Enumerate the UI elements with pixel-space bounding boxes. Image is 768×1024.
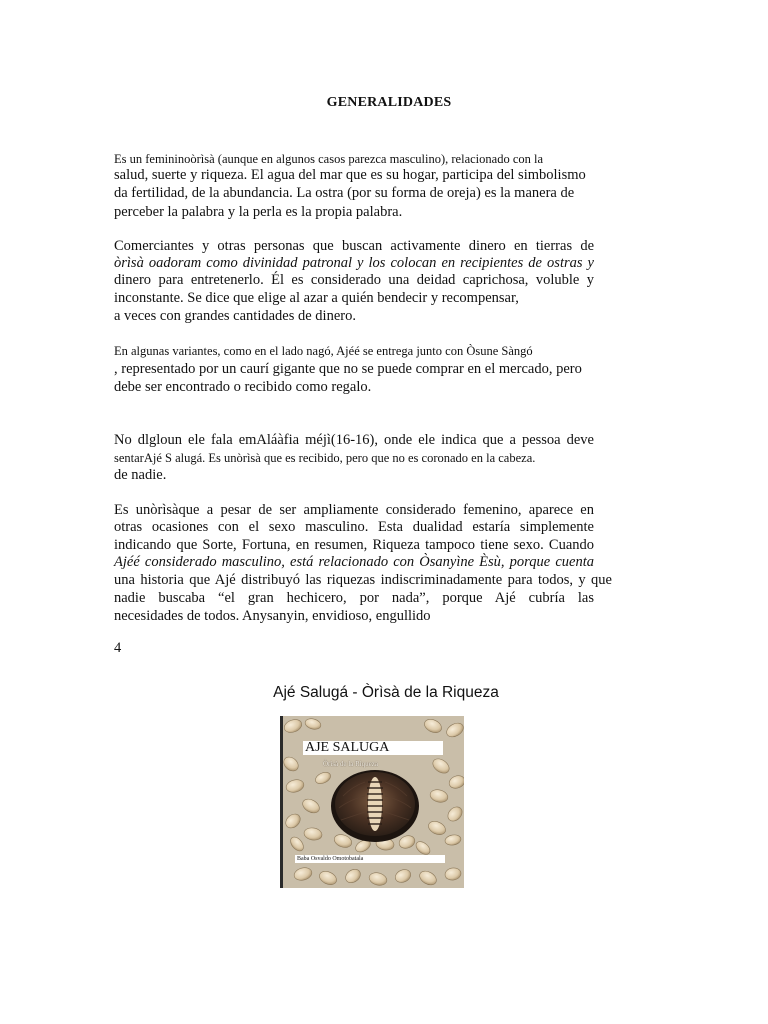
paragraph-1-line-3: da fertilidad, de la abundancia. La ostra (por su forma de oreja) es la manera de: [114, 185, 575, 201]
paragraph-1-line-4: perceber la palabra y la perla es la propia palabra.: [114, 204, 403, 220]
paragraph-5-line-3: indicando que Sorte, Fortuna, en resumen, Riqueza tampoco tiene sexo. Cuando: [114, 537, 594, 553]
page-number: 4: [114, 640, 122, 656]
cover-author: Baba Osvaldo Omotobatala: [295, 855, 445, 863]
paragraph-5-line-6: nadie buscaba “el gran hechicero, por nada”, porque Ajé cubría las: [114, 590, 594, 606]
paragraph-5-line-2: otras ocasiones con el sexo masculino. Esta dualidad estaría simplemente: [114, 519, 594, 535]
cover-subtitle: Òrìsà de la Riqueza: [323, 760, 379, 768]
large-cowrie-shell: [331, 770, 419, 842]
paragraph-2-line-3: dinero para entretenerlo. Él es considerado una deidad caprichosa, voluble y: [114, 272, 594, 288]
book-cover-image: [280, 716, 464, 888]
paragraph-2-line-2: òrìsà oadoram como divinidad patronal y los colocan en recipientes de ostras y: [114, 255, 594, 271]
paragraph-3-line-2: , representado por un caurí gigante que no se puede comprar en el mercado, pero: [114, 361, 582, 377]
paragraph-1-line-1: Es un femininoòrìsà (aunque en algunos casos parezca masculino), relacionado con la: [114, 152, 544, 166]
paragraph-5-line-7: necesidades de todos. Anysanyin, envidioso, engullido: [114, 608, 431, 624]
paragraph-4-line-1: No dlgloun ele fala emAláàfia méjì(16-16), onde ele indica que a pessoa deve: [114, 432, 594, 448]
paragraph-3-line-1: En algunas variantes, como en el lado nagó, Ajéé se entrega junto con Òsune Sàngó: [114, 344, 533, 358]
paragraph-5-line-4: Ajéé considerado masculino, está relacionado con Òsanyìne Èsù, porque cuenta: [114, 554, 594, 570]
figure-caption: Ajé Salugá - Òrìsà de la Riqueza: [273, 684, 499, 701]
paragraph-4-line-3: de nadie.: [114, 467, 167, 483]
paragraph-4-line-2: sentarAjé S alugá. Es unòrìsà que es recibido, pero que no es coronado en la cabeza.: [114, 451, 536, 465]
paragraph-2-line-4: inconstante. Se dice que elige al azar a quién bendecir y recompensar,: [114, 290, 519, 306]
paragraph-5-line-1: Es unòrìsàque a pesar de ser ampliamente considerado femenino, aparece en: [114, 502, 594, 518]
paragraph-2-line-5: a veces con grandes cantidades de dinero.: [114, 308, 356, 324]
page-title: GENERALIDADES: [326, 95, 452, 110]
paragraph-2-line-1: Comerciantes y otras personas que buscan activamente dinero en tierras de: [114, 238, 594, 254]
paragraph-3-line-3: debe ser encontrado o recibido como regalo.: [114, 379, 372, 395]
paragraph-1-line-2: salud, suerte y riqueza. El agua del mar que es su hogar, participa del simbolismo: [114, 167, 586, 183]
paragraph-5-line-5: una historia que Ajé distribuyó las riquezas indiscriminadamente para todos, y que: [114, 572, 612, 588]
cover-title: AJE SALUGA: [303, 741, 443, 755]
